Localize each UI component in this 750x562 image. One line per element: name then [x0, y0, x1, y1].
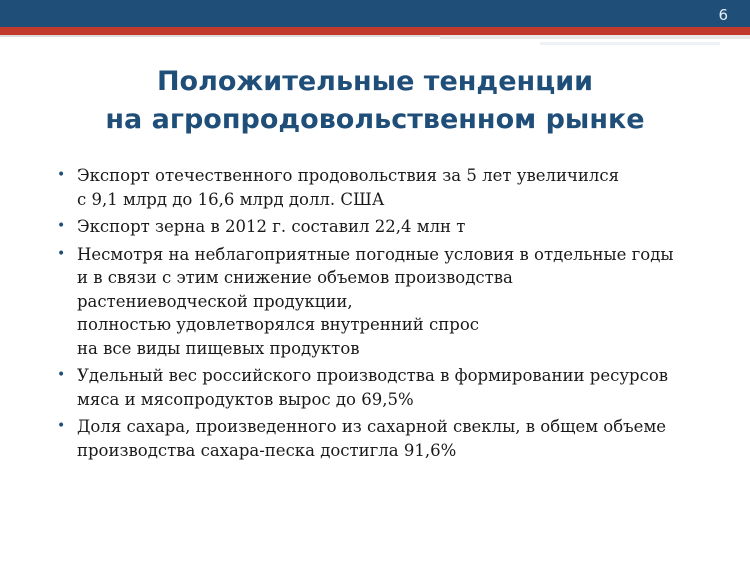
header-bar: [0, 0, 750, 27]
bullet-item: [55, 364, 745, 411]
divider-line-right: [440, 35, 750, 39]
bullet-item: [55, 164, 745, 211]
bullet-text: Экспорт отечественного продовольствия за 5 лет увеличился с 9,1 млрд до 16,6 млрд долл. США: [77, 166, 620, 209]
page-number: 6: [718, 6, 728, 24]
bullet-item: [55, 415, 745, 462]
decorative-line: [540, 42, 720, 45]
bullet-text: Доля сахара, произведенного из сахарной свеклы, в общем объеме производства сахара-песка достигла 91,6%: [77, 417, 667, 460]
bullet-dot-icon: •: [57, 167, 66, 183]
title-line-1: Положительные тенденции: [156, 66, 594, 97]
bullet-text: Удельный вес российского производства в формировании ресурсов мяса и мясопродуктов вырос до 69,5%: [77, 366, 669, 409]
bullet-item: [55, 243, 745, 361]
bullet-item: [55, 215, 745, 239]
bullet-dot-icon: •: [57, 367, 66, 383]
slide-title: [0, 63, 750, 139]
bullet-text: Несмотря на неблагоприятные погодные условия в отдельные годы и в связи с этим снижение объемов производства растениеводческой продукции, полностью удовлетворялся внутренний спрос на все виды пищевых продуктов: [77, 244, 674, 358]
bullet-dot-icon: •: [57, 245, 66, 262]
bullet-dot-icon: •: [57, 218, 66, 234]
divider-line: [0, 35, 440, 37]
accent-stripe: [0, 27, 750, 35]
bullet-text: Экспорт зерна в 2012 г. составил 22,4 млн т: [77, 217, 466, 236]
title-line-2: на агропродовольственном рынке: [105, 104, 645, 135]
bullet-dot-icon: •: [57, 418, 66, 434]
bullet-list: [55, 164, 745, 466]
